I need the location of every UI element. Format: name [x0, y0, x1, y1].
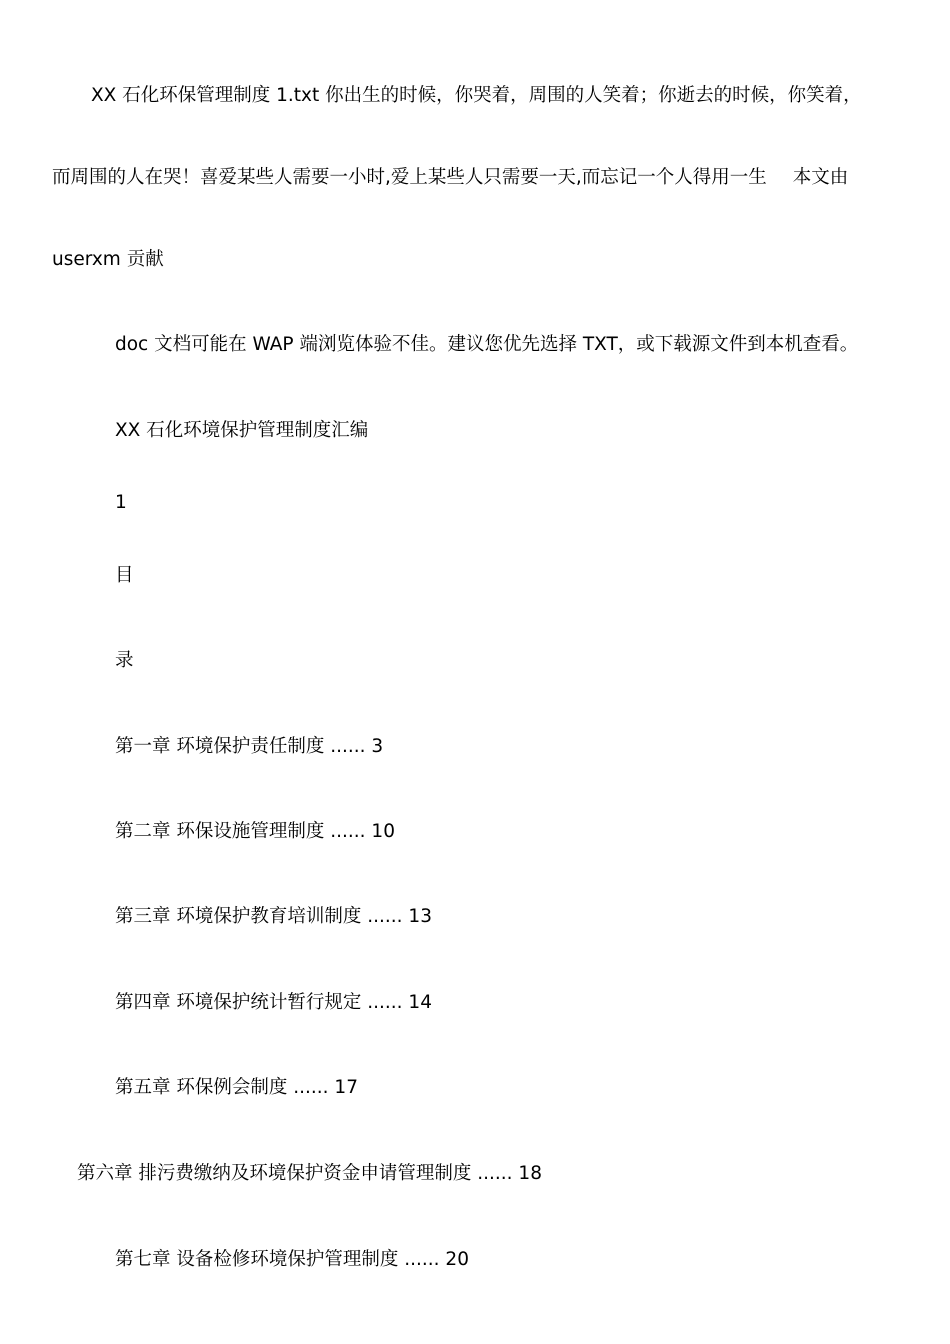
toc-entry-6: 第六章 排污费缴纳及环境保护资金申请管理制度 ...... 18 — [77, 1163, 542, 1184]
wap-notice: doc 文档可能在 WAP 端浏览体验不佳。建议您优先选择 TXT，或下载源文件到本机查看。 — [115, 334, 859, 355]
toc-entry-5: 第五章 环保例会制度 ...... 17 — [115, 1077, 358, 1098]
page-number: 1 — [115, 492, 127, 513]
intro-line-3: userxm 贡献 — [52, 249, 164, 270]
document-title: XX 石化环境保护管理制度汇编 — [115, 420, 369, 441]
intro-line-2-text: 而周围的人在哭！喜爱某些人需要一小时,爱上某些人只需要一天,而忘记一个人得用一生 — [52, 167, 767, 188]
toc-entry-4: 第四章 环境保护统计暂行规定 ...... 14 — [115, 992, 432, 1013]
toc-heading-char-2: 录 — [115, 650, 134, 671]
credit-label: 本文由 — [792, 167, 849, 188]
toc-entry-3: 第三章 环境保护教育培训制度 ...... 13 — [115, 906, 432, 927]
intro-line-2 — [52, 166, 848, 190]
toc-entry-7: 第七章 设备检修环境保护管理制度 ...... 20 — [115, 1249, 469, 1270]
toc-heading-char-1: 目 — [115, 565, 134, 586]
toc-entry-2: 第二章 环保设施管理制度 ...... 10 — [115, 821, 395, 842]
intro-line-1: XX 石化环保管理制度 1.txt 你出生的时候，你哭着，周围的人笑着；你逝去的时候，你笑着， — [91, 85, 862, 106]
toc-entry-1: 第一章 环境保护责任制度 ...... 3 — [115, 736, 384, 757]
